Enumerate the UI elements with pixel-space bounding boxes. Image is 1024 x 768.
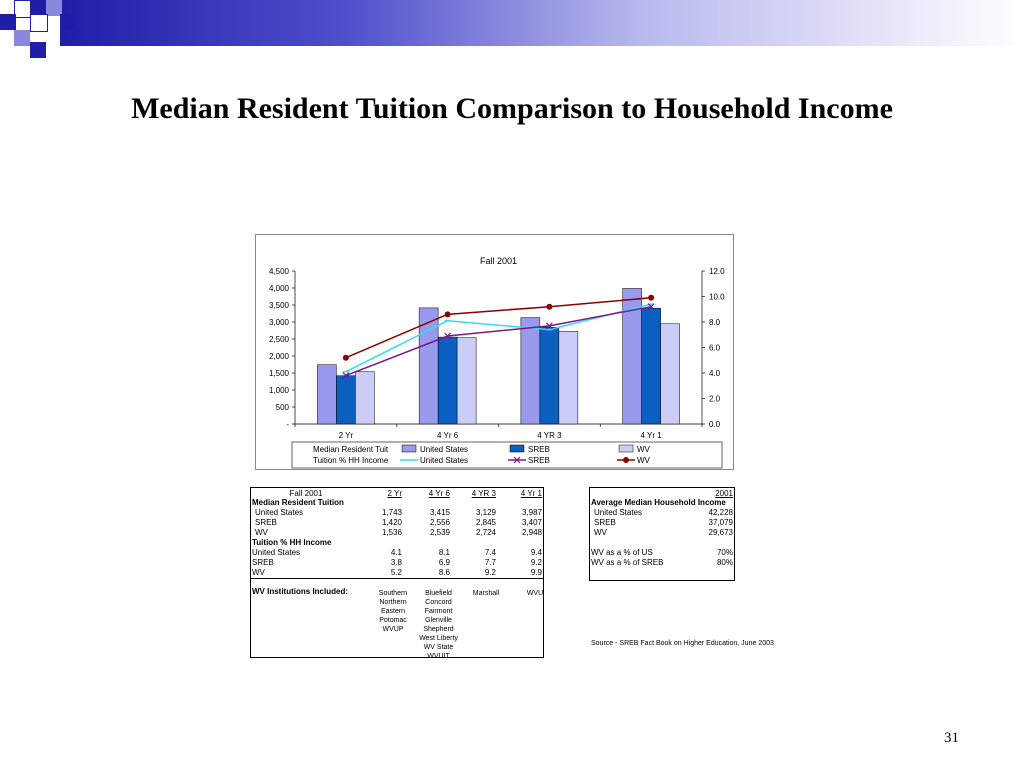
- table-cell: 3,415: [429, 508, 450, 517]
- line-marker: [445, 311, 451, 317]
- y-tick-label-left: 4,500: [268, 267, 289, 276]
- legend-label: SREB: [528, 456, 550, 465]
- table-cell: 8.6: [438, 568, 450, 577]
- row-label: United States: [252, 548, 301, 557]
- header-band: [0, 0, 1024, 46]
- income-row-label: WV: [594, 528, 607, 537]
- legend-label: WV: [637, 456, 650, 465]
- page-number: 31: [944, 730, 959, 746]
- table-cell: 3,987: [521, 508, 542, 517]
- institution-name: WVUP: [382, 626, 404, 633]
- bar-wv: [457, 338, 476, 424]
- institution-name: WV State: [423, 644, 454, 651]
- y-tick-label-right: 10.0: [709, 292, 725, 302]
- institution-name: Northern: [379, 599, 407, 606]
- table-header-col: 4 Yr 1: [520, 489, 542, 498]
- table-cell: 4.1: [390, 548, 402, 557]
- y-tick-label-right: 6.0: [709, 343, 721, 353]
- legend-marker: [623, 457, 629, 463]
- table-header-label: Fall 2001: [289, 489, 323, 498]
- y-tick-label-right: 8.0: [709, 318, 721, 327]
- legend-label: United States: [420, 445, 469, 454]
- slide-title: Median Resident Tuition Comparison to Household Income: [131, 92, 893, 125]
- table-cell: 1,743: [381, 508, 402, 517]
- line-marker: [648, 295, 654, 301]
- row-label: WV: [255, 528, 268, 537]
- table-cell: 2,539: [429, 528, 450, 537]
- income-row-label: SREB: [594, 518, 616, 527]
- legend-swatch: [619, 445, 633, 452]
- line-sreb: [346, 307, 651, 376]
- institution-name: WVUIT: [427, 653, 450, 660]
- chart-frame: [255, 234, 734, 470]
- table-cell: 3,407: [521, 518, 542, 527]
- income-value: 37,079: [708, 518, 733, 527]
- income-row-label: United States: [594, 508, 643, 517]
- institution-name: Fairmont: [424, 608, 453, 615]
- table-cell: 5.2: [390, 568, 402, 577]
- bar-united-states: [521, 318, 540, 424]
- line-marker: [343, 355, 349, 361]
- table-cell: 9.4: [530, 548, 542, 557]
- institution-name: Glenville: [425, 617, 452, 624]
- institution-name: Marshall: [472, 590, 500, 597]
- y-tick-label-left: -: [286, 420, 289, 429]
- legend-label: SREB: [528, 445, 550, 454]
- chart: [256, 235, 733, 469]
- table-header-col: 4 YR 3: [471, 489, 496, 498]
- income-value: 29,673: [708, 528, 733, 537]
- bar-sreb: [642, 308, 661, 424]
- table-cell: 9.2: [530, 558, 542, 567]
- bar-wv: [559, 331, 578, 424]
- table-cell: 2,948: [521, 528, 542, 537]
- table-cell: 3.8: [390, 558, 402, 567]
- table-cell: 9.9: [530, 568, 542, 577]
- logo-square: [0, 14, 16, 30]
- table-cell: 7.4: [484, 548, 496, 557]
- income-title: Average Median Household Income: [591, 498, 726, 507]
- y-tick-label-right: 4.0: [709, 369, 721, 378]
- institution-name: West Liberty: [419, 635, 458, 642]
- table-cell: 7.7: [484, 558, 496, 567]
- x-tick-label: 2 Yr: [338, 431, 354, 440]
- institutions-label: WV Institutions Included:: [252, 587, 348, 596]
- y-tick-label-left: 4,000: [268, 284, 289, 293]
- income-table: [589, 487, 735, 581]
- institution-name: Bluefield: [425, 590, 452, 597]
- table-cell: 2,556: [429, 518, 450, 527]
- legend-label: WV: [637, 445, 650, 454]
- x-tick-label: 4 Yr 1: [640, 431, 662, 440]
- legend-group-label: Tuition % HH Income: [313, 456, 389, 465]
- bar-wv: [355, 372, 374, 424]
- x-tick-label: 4 Yr 6: [437, 431, 459, 440]
- y-tick-label-left: 2,000: [268, 352, 289, 361]
- row-label: WV: [252, 568, 265, 577]
- logo-square: [14, 30, 30, 46]
- table-header-col: 4 Yr 6: [428, 489, 450, 498]
- ratio-label: WV as a % of US: [591, 548, 653, 557]
- table-cell: 1,536: [381, 528, 402, 537]
- table-cell: 3,129: [475, 508, 496, 517]
- legend-swatch: [510, 445, 524, 452]
- y-tick-label-left: 1,500: [268, 369, 289, 378]
- bar-sreb: [438, 337, 457, 424]
- y-tick-label-left: 2,500: [268, 335, 289, 344]
- row-label: SREB: [255, 518, 277, 527]
- chart-title: Fall 2001: [479, 256, 518, 266]
- logo-square: [30, 14, 48, 32]
- bar-wv: [661, 324, 680, 424]
- y-tick-label-right: 2.0: [709, 394, 721, 404]
- header-gradient: [60, 0, 1024, 46]
- bar-sreb: [336, 376, 355, 424]
- section-title: Tuition % HH Income: [252, 538, 332, 547]
- row-label: SREB: [252, 558, 274, 567]
- line-marker: [546, 304, 552, 310]
- y-tick-label-left: 500: [275, 403, 289, 412]
- y-tick-label-left: 1,000: [268, 386, 289, 395]
- table-cell: 9.2: [484, 568, 496, 577]
- legend-group-label: Median Resident Tuit: [313, 445, 389, 454]
- legend-label: United States: [420, 456, 469, 465]
- institution-name: Southern: [378, 590, 408, 597]
- institution-name: Concord: [425, 599, 452, 606]
- institution-name: Eastern: [380, 608, 406, 615]
- source-note: Source - SREB Fact Book on Higher Education, June 2003: [591, 640, 774, 647]
- data-table: [250, 487, 544, 658]
- logo-square: [30, 42, 46, 58]
- section-title: Median Resident Tuition: [252, 498, 344, 507]
- bar-united-states: [317, 365, 336, 424]
- y-tick-label-left: 3,000: [268, 318, 289, 327]
- bar-sreb: [540, 327, 559, 424]
- y-tick-label-right: 0.0: [709, 420, 721, 429]
- row-label: United States: [255, 508, 304, 517]
- institution-name: Shepherd: [423, 626, 454, 633]
- logo-square: [60, 14, 76, 30]
- ratio-label: WV as a % of SREB: [591, 558, 664, 567]
- ratio-value: 80%: [716, 558, 733, 567]
- x-tick-label: 4 YR 3: [537, 431, 562, 440]
- legend-swatch: [402, 445, 416, 452]
- y-tick-label-right: 12.0: [709, 267, 725, 276]
- income-value: 42,228: [708, 508, 733, 517]
- income-year: 2001: [715, 489, 733, 498]
- ratio-value: 70%: [716, 548, 733, 557]
- table-cell: 2,845: [475, 518, 496, 527]
- institution-name: WVU: [526, 590, 544, 597]
- table-cell: 1,420: [381, 518, 402, 527]
- institution-name: Potomac: [379, 617, 407, 624]
- table-header-col: 2 Yr: [387, 489, 402, 498]
- table-cell: 8.1: [438, 548, 450, 557]
- table-divider: [251, 578, 543, 579]
- table-cell: 2,724: [475, 528, 496, 537]
- table-cell: 6.9: [438, 558, 450, 567]
- y-tick-label-left: 3,500: [268, 301, 289, 310]
